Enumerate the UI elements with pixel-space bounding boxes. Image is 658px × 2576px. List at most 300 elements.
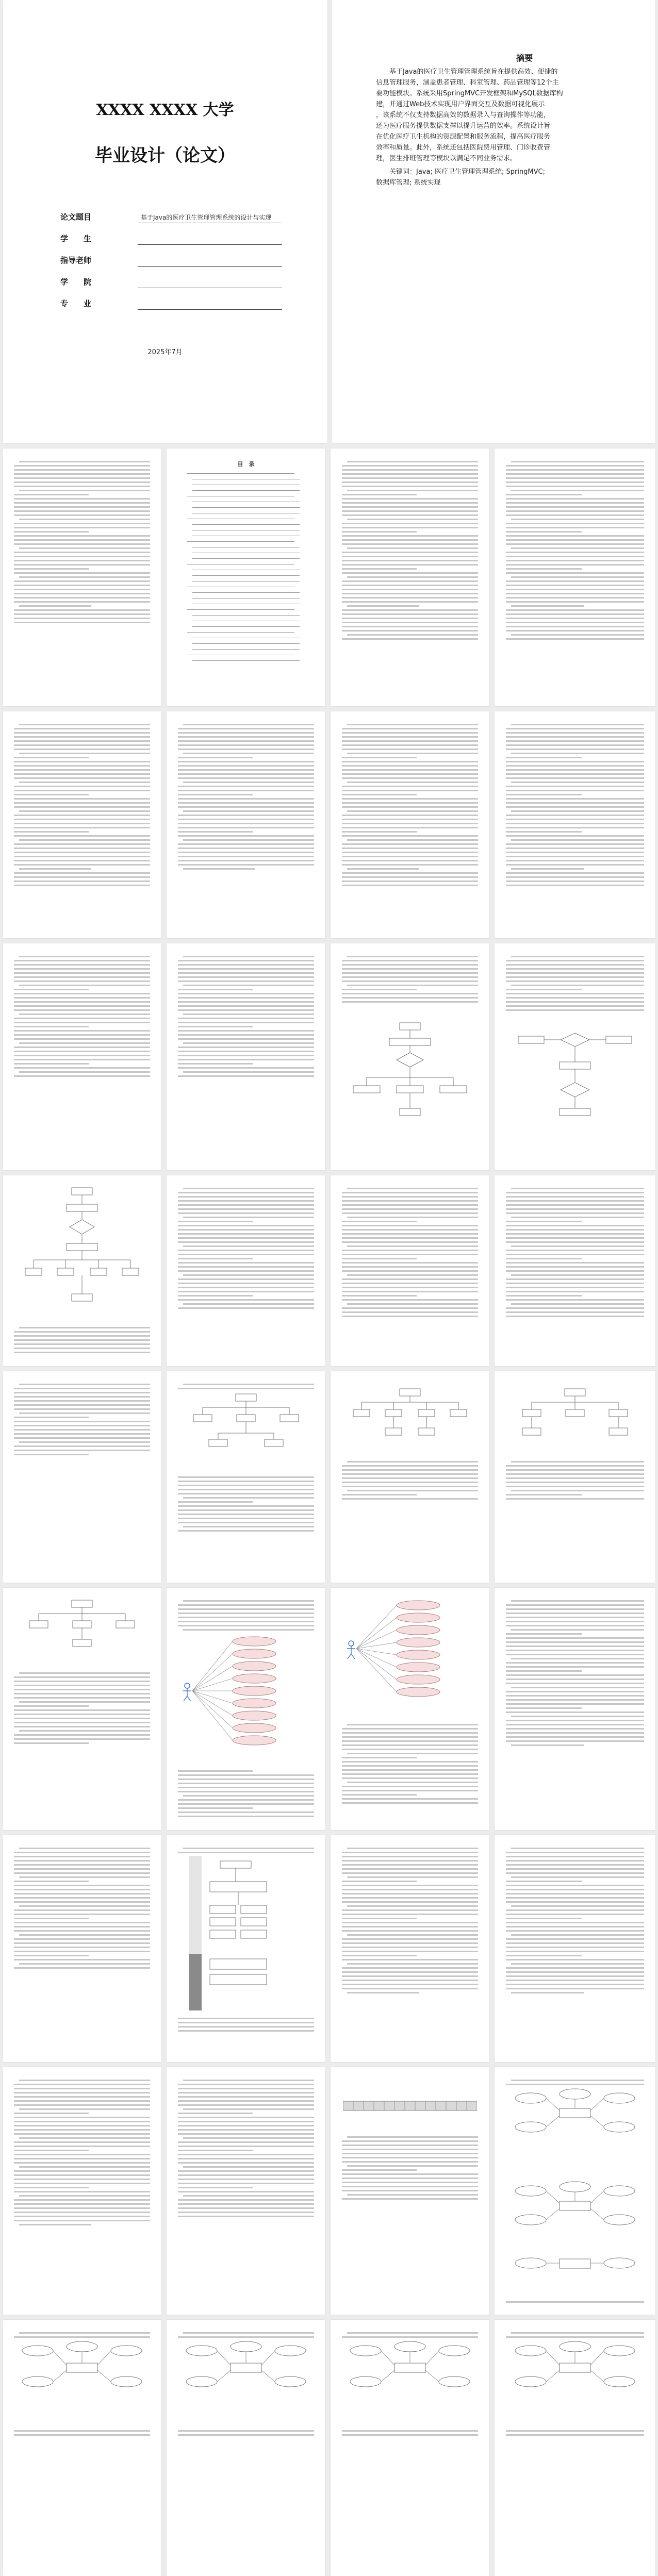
text-line	[506, 494, 582, 495]
text-line	[178, 1518, 314, 1519]
text-line	[342, 765, 478, 767]
text-line	[347, 1303, 478, 1305]
field-underline	[138, 309, 282, 310]
text-line	[506, 736, 644, 738]
er-diagram	[181, 2340, 311, 2423]
text-line	[506, 1856, 644, 1857]
text-line	[178, 2117, 314, 2118]
text-line	[178, 1522, 314, 1523]
text-line	[342, 564, 478, 566]
text-line	[342, 997, 478, 999]
text-line	[342, 1852, 478, 1853]
text-line	[342, 757, 417, 758]
field-underline	[138, 266, 282, 267]
text-line	[506, 976, 644, 978]
abstract-page	[332, 0, 655, 443]
text-line	[342, 1856, 478, 1857]
text-line	[19, 2108, 150, 2110]
text-line	[506, 1625, 644, 1626]
er-diagram	[510, 2340, 640, 2423]
text-line	[178, 1266, 314, 1268]
doc-page	[167, 2067, 325, 2315]
text-line	[14, 835, 150, 837]
text-line	[506, 1683, 644, 1684]
text-line	[178, 1608, 314, 1610]
text-line	[506, 1200, 644, 1202]
text-line	[14, 2100, 150, 2102]
text-line	[347, 490, 478, 491]
text-line	[506, 885, 644, 886]
text-line	[342, 790, 478, 791]
text-line	[506, 1872, 644, 1874]
er-diagram	[510, 2088, 640, 2294]
text-line	[178, 2434, 314, 2436]
text-line	[506, 1703, 644, 1705]
text-line	[342, 568, 417, 570]
text-line	[342, 1225, 478, 1226]
text-line	[178, 1493, 314, 1494]
text-line	[178, 2158, 314, 2159]
text-line	[342, 852, 478, 853]
diagram-page	[331, 1371, 489, 1583]
diagram-page	[495, 943, 655, 1170]
text-line	[14, 864, 150, 866]
text-line	[14, 847, 150, 849]
text-line	[342, 1192, 478, 1193]
diagram-page	[495, 2320, 655, 2576]
text-line	[506, 1258, 582, 1259]
text-line	[506, 531, 582, 533]
text-line	[342, 1283, 478, 1284]
tree-diagram	[346, 1387, 474, 1454]
text-line	[506, 1641, 644, 1643]
text-line	[342, 1798, 478, 1800]
text-line	[342, 1959, 478, 1960]
text-line	[342, 993, 478, 994]
text-line	[342, 638, 478, 640]
text-line	[506, 1613, 644, 1614]
text-line	[14, 769, 150, 771]
text-line	[183, 1497, 314, 1499]
text-line	[14, 1942, 150, 1944]
text-line	[506, 1951, 644, 1952]
text-line	[14, 589, 150, 590]
text-line	[14, 960, 150, 961]
doc-page	[3, 711, 161, 938]
text-line	[178, 1625, 314, 1626]
text-line	[14, 1450, 150, 1451]
text-line	[506, 749, 644, 750]
text-line	[342, 1307, 478, 1309]
text-line	[342, 773, 478, 775]
text-line	[511, 1188, 644, 1189]
field-label-major: 专 业	[60, 299, 92, 308]
text-line	[347, 985, 478, 986]
text-line	[178, 1481, 314, 1482]
text-line	[14, 1947, 150, 1948]
text-line	[506, 473, 644, 475]
text-line	[506, 744, 644, 746]
text-line	[342, 580, 478, 582]
text-line	[342, 989, 417, 990]
toc-entry-line	[192, 592, 300, 593]
text-line	[506, 535, 644, 537]
text-line	[342, 831, 417, 833]
diagram-page	[3, 2320, 161, 2576]
text-line	[347, 753, 478, 754]
text-line	[19, 2166, 150, 2168]
text-line	[342, 630, 478, 631]
text-line	[511, 1303, 644, 1305]
text-line	[342, 1482, 478, 1483]
text-line	[14, 1022, 150, 1023]
text-line	[178, 728, 314, 729]
text-line	[342, 469, 478, 471]
text-line	[506, 1918, 582, 1919]
text-line	[178, 835, 314, 837]
text-line	[511, 956, 644, 957]
text-line	[506, 1299, 644, 1301]
text-line	[14, 613, 150, 615]
text-line	[342, 1254, 478, 1255]
text-line	[506, 1295, 582, 1297]
text-line	[14, 964, 150, 966]
text-line	[178, 1295, 253, 1297]
text-line	[178, 1221, 253, 1222]
text-line	[178, 976, 314, 978]
text-line	[342, 1233, 478, 1235]
text-line	[342, 1736, 478, 1738]
text-line	[14, 2158, 150, 2159]
text-line	[342, 806, 478, 808]
abstract-line: ，该系统不仅支持数据高效的数据录入与查询操作等功能，	[376, 111, 551, 119]
text-line	[506, 1707, 582, 1709]
text-line	[183, 1600, 314, 1602]
text-line	[178, 1278, 314, 1280]
diagram-page	[167, 1588, 325, 1830]
text-line	[19, 1013, 150, 1015]
text-line	[342, 980, 478, 982]
text-line	[342, 481, 478, 483]
text-line	[506, 1646, 644, 1647]
text-line	[506, 1229, 644, 1231]
text-line	[178, 2104, 314, 2106]
text-line	[511, 576, 644, 578]
text-line	[178, 1009, 314, 1011]
text-line	[347, 1963, 478, 1965]
text-line	[506, 876, 644, 878]
text-line	[14, 572, 150, 574]
text-line	[178, 1799, 314, 1801]
text-line	[178, 1192, 314, 1193]
text-line	[506, 630, 644, 631]
text-line	[506, 613, 644, 615]
text-line	[14, 1938, 150, 1940]
text-line	[178, 1613, 314, 1614]
text-line	[506, 506, 644, 508]
text-line	[506, 597, 644, 599]
text-line	[178, 819, 314, 820]
text-line	[178, 815, 314, 816]
text-line	[511, 490, 644, 491]
text-line	[178, 1250, 314, 1251]
text-line	[14, 1348, 150, 1349]
text-line	[506, 1608, 644, 1610]
text-line	[342, 1790, 478, 1791]
text-line	[511, 2332, 644, 2334]
text-line	[14, 1425, 150, 1426]
text-line	[178, 1852, 314, 1853]
text-line	[342, 1237, 478, 1239]
text-line	[14, 2199, 150, 2201]
text-line	[14, 597, 150, 599]
text-line	[178, 2212, 314, 2213]
text-line	[342, 486, 478, 487]
text-line	[342, 885, 478, 886]
text-line	[178, 1779, 314, 1780]
text-line	[342, 827, 478, 828]
text-line	[506, 1233, 644, 1235]
text-line	[342, 1885, 478, 1886]
text-line	[183, 782, 314, 783]
flowchart-diagram	[346, 1021, 474, 1124]
text-line	[347, 2165, 478, 2167]
text-line	[14, 1038, 150, 1040]
text-line	[178, 2026, 314, 2027]
text-line	[506, 1237, 644, 1239]
text-line	[506, 560, 644, 561]
text-line	[506, 527, 644, 528]
diagram-page	[331, 2067, 489, 2315]
thesis-type-title: 毕业设计（论文）	[95, 145, 235, 166]
text-line	[178, 732, 314, 734]
text-line	[342, 1196, 478, 1198]
text-line	[342, 815, 478, 816]
text-line	[342, 1291, 478, 1292]
text-line	[14, 2133, 150, 2135]
text-line	[506, 831, 582, 833]
text-line	[14, 1893, 150, 1894]
text-line	[506, 815, 644, 816]
text-line	[19, 2137, 150, 2139]
text-line	[183, 1042, 314, 1044]
text-line	[506, 1494, 582, 1495]
text-line	[14, 732, 150, 734]
text-line	[183, 753, 314, 754]
text-line	[506, 856, 644, 857]
text-line	[14, 560, 150, 561]
text-line	[183, 1188, 314, 1189]
diagram-page	[167, 1371, 325, 1583]
text-line	[342, 1926, 478, 1927]
text-line	[342, 1728, 478, 1730]
text-line	[178, 1018, 314, 1019]
text-line	[506, 1971, 644, 1973]
text-line	[511, 1687, 644, 1688]
text-line	[14, 860, 150, 861]
text-line	[506, 1728, 644, 1730]
text-line	[506, 989, 582, 990]
text-line	[511, 1274, 644, 1276]
text-line	[342, 1864, 478, 1866]
text-line	[14, 481, 150, 483]
text-line	[342, 1262, 478, 1264]
text-line	[14, 2150, 89, 2151]
text-line	[14, 823, 150, 824]
text-line	[14, 1738, 150, 1740]
text-line	[342, 880, 478, 882]
text-line	[14, 2191, 150, 2192]
text-line	[347, 547, 478, 549]
text-line	[506, 609, 644, 611]
text-line	[342, 585, 478, 586]
text-line	[342, 1266, 478, 1268]
text-line	[14, 728, 150, 729]
text-line	[14, 1967, 150, 1969]
text-line	[14, 1864, 150, 1866]
text-line	[506, 1266, 644, 1268]
text-line	[178, 794, 253, 795]
text-line	[506, 481, 644, 483]
text-line	[342, 1469, 478, 1471]
text-line	[342, 589, 478, 590]
text-line	[506, 1637, 644, 1639]
text-line	[178, 2336, 314, 2338]
text-line	[14, 1005, 150, 1007]
text-line	[19, 1042, 150, 1044]
text-line	[342, 527, 478, 528]
text-line	[342, 1311, 478, 1313]
text-line	[342, 514, 478, 516]
text-line	[178, 1237, 314, 1239]
doc-page	[167, 711, 325, 938]
doc-page	[331, 1175, 489, 1366]
text-line	[506, 1860, 644, 1862]
text-line	[342, 1901, 478, 1903]
text-line	[342, 960, 478, 961]
text-line	[506, 1959, 644, 1960]
text-line	[14, 1063, 89, 1065]
text-line	[183, 2166, 314, 2168]
text-line	[506, 580, 644, 582]
text-line	[183, 868, 255, 870]
text-line	[14, 2179, 150, 2180]
text-line	[14, 827, 150, 828]
text-line	[178, 806, 314, 808]
text-line	[14, 1709, 150, 1711]
diagram-page	[495, 1371, 655, 1583]
text-line	[511, 461, 644, 462]
text-line	[183, 810, 314, 812]
text-line	[506, 790, 644, 791]
text-line	[178, 2100, 314, 2102]
doc-page	[3, 943, 161, 1170]
text-line	[506, 1241, 644, 1243]
text-line	[347, 1245, 478, 1247]
text-line	[342, 1984, 478, 1985]
text-line	[14, 1705, 89, 1707]
text-line	[342, 2182, 478, 2183]
text-line	[347, 839, 478, 841]
diagram-page	[495, 2067, 655, 2315]
text-line	[506, 1486, 644, 1487]
text-line	[178, 1046, 314, 1048]
text-line	[511, 1716, 644, 1717]
text-line	[14, 2162, 150, 2164]
text-line	[506, 960, 644, 961]
text-line	[178, 1388, 314, 1389]
text-line	[19, 868, 91, 870]
text-line	[506, 1311, 644, 1313]
text-line	[506, 806, 644, 808]
text-line	[342, 1860, 478, 1862]
text-line	[342, 1250, 478, 1251]
text-line	[19, 1071, 150, 1073]
text-line	[14, 543, 150, 545]
text-line	[506, 786, 644, 787]
text-line	[506, 543, 644, 545]
text-line	[342, 1486, 478, 1487]
toc-heading: 目 录	[237, 461, 255, 468]
doc-page	[495, 1835, 655, 2062]
text-line	[342, 498, 478, 500]
text-line	[342, 2336, 478, 2338]
text-line	[511, 1963, 644, 1965]
text-line	[342, 1955, 417, 1956]
text-line	[342, 539, 478, 541]
text-line	[178, 2022, 314, 2023]
text-line	[506, 1477, 644, 1479]
text-line	[14, 1872, 150, 1874]
text-line	[511, 1876, 644, 1878]
text-line	[506, 972, 644, 974]
text-line	[342, 622, 478, 623]
text-line	[14, 1689, 150, 1690]
text-line	[342, 847, 478, 849]
text-line	[183, 839, 314, 841]
text-line	[183, 1629, 314, 1631]
text-line	[342, 1868, 478, 1870]
university-name: XXXX XXXX 大学	[96, 101, 234, 119]
toc-entry-line	[187, 609, 294, 610]
text-line	[178, 1283, 314, 1284]
text-line	[342, 802, 478, 804]
use-case-diagram	[177, 1634, 315, 1763]
text-line	[506, 872, 644, 874]
text-line	[506, 638, 644, 640]
text-line	[506, 1465, 644, 1467]
text-line	[178, 1208, 314, 1210]
text-line	[506, 593, 644, 594]
field-label-advisor: 指导老师	[60, 256, 92, 265]
text-line	[342, 1208, 478, 1210]
text-line	[506, 498, 644, 500]
text-line	[14, 777, 150, 779]
text-line	[342, 572, 478, 574]
text-line	[14, 798, 150, 800]
text-line	[342, 502, 478, 504]
text-line	[506, 1922, 644, 1923]
text-line	[342, 1295, 417, 1297]
text-line	[347, 1934, 478, 1936]
text-line	[506, 835, 644, 837]
text-line	[511, 1629, 644, 1631]
text-line	[506, 1270, 644, 1272]
text-line	[178, 1200, 314, 1202]
text-line	[178, 1258, 253, 1259]
text-line	[342, 1942, 478, 1944]
text-line	[347, 1490, 478, 1491]
